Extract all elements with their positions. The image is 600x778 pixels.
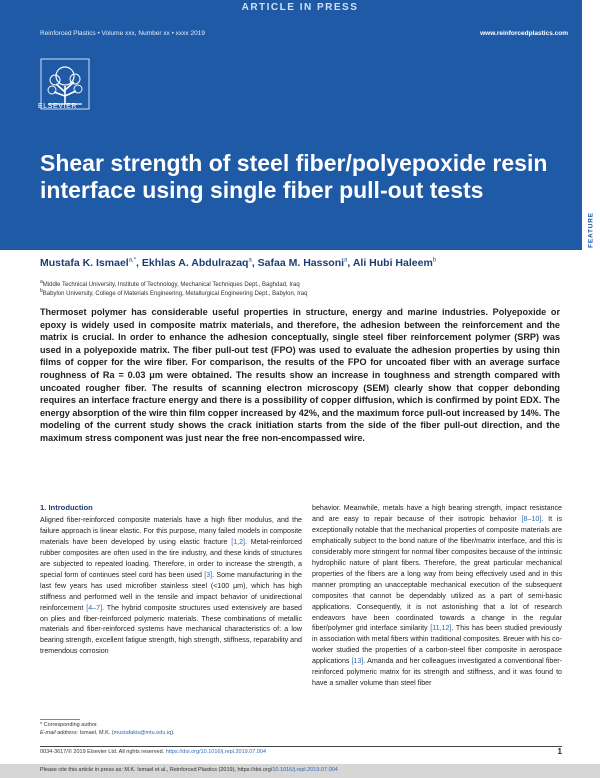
affiliation-mark: b	[40, 288, 43, 294]
reference-link[interactable]: [13]	[351, 657, 364, 666]
email-footnote: E-mail address: Ismael, M.K. (mustafakis@mtu.edu.iq).	[40, 730, 175, 736]
author-affil-mark: a	[248, 257, 252, 264]
corresponding-author-note: * Corresponding author.	[40, 722, 99, 728]
affiliation-text: Middle Technical University, Institute of Technology, Mechanical Techniques Dept., Baghdad, Iraq	[42, 282, 300, 288]
author-name[interactable]: Safaa M. Hassoni	[257, 257, 345, 269]
publisher-name: ELSEVIER	[38, 103, 78, 110]
citation-text: Please cite this article in press as: M.K. Ismael et al., Reinforced Plastics (2019), https://doi.org/10.1016/j.repl.2019.07.004	[40, 767, 338, 773]
author-affil-mark: a,*	[128, 257, 137, 264]
body-column-right	[312, 503, 562, 689]
abstract: Thermoset polymer has considerable useful properties in structure, energy and marine industries. Polyepoxide or epoxy is widely used in composite matrix materials, and therefore, the adhesion between the reinforcement and the matrix is crucial. In order to enhance the adhesion conceptually, single steel fiber reinforcement polymer (SRP) was used in a polyepoxide matrix. The fiber pull-out test (FPO) was used to evaluate the adhesion properties by using thin films of copper for the wire fiber. For comparison, the results of the FPO for uncoated fiber with an average surface roughness of Ra = 0.03 μm were obtained. The results show an increase in toughness and strength compared with uncoated rougher fiber. The results of scanning electron microscopy (SEM) clearly show that copper debonding requires an interface fracture energy and there is a possibility of copper diffusion, which is confirmed by point EDX. The energy absorption of the wire thin film copper increased by 42%, and the maximum force pull-out increased by 14%. The modeling of the current study shows the crack initiation starts from the side of the fiber pull-out direction, and the maximum stress component was just near the free non-encompassed wire.	[40, 307, 560, 443]
article-in-press-banner: ARTICLE IN PRESS	[241, 2, 359, 13]
author-affil-mark: a	[344, 257, 348, 264]
footnote-divider	[40, 719, 80, 720]
section-label	[583, 210, 599, 250]
journal-volume-line: Reinforced Plastics • Volume xxx, Number xx • xxxx 2019	[40, 30, 205, 37]
author-name[interactable]: Ali Hubi Haleem	[352, 257, 433, 269]
doi-link[interactable]: https://doi.org/10.1016/j.repl.2019.07.004	[165, 749, 267, 755]
body-column-left	[40, 503, 302, 657]
article-title: Shear strength of steel fiber/polyepoxide resin interface using single fiber pull-out tests	[40, 150, 548, 203]
journal-url-link[interactable]: www.reinforcedplastics.com	[480, 30, 568, 37]
reference-link[interactable]: [3]	[204, 570, 213, 579]
affiliation-mark: a	[40, 279, 43, 285]
page-number: 1	[557, 747, 562, 756]
affiliation-text: Babylon University, College of Materials Engineering, Metallurgical Engineering Dept., Babylon, Iraq	[42, 291, 308, 297]
reference-link[interactable]: [4–7]	[86, 603, 103, 612]
section-label-text: FEATURE	[587, 212, 595, 248]
reference-link[interactable]: [1,2]	[231, 537, 246, 546]
reference-link[interactable]: [8–10]	[521, 514, 542, 523]
author-list: Mustafa K. Ismael$^{a,*}$, Ekhlas A. Abdulrazaq$^a$, Safaa M. Hassoni$^a$, Ali Hubi Haleem$^b$	[40, 257, 437, 269]
footer-divider	[40, 746, 562, 747]
journal-header	[0, 0, 600, 250]
copyright-line: 0034-3617/© 2019 Elsevier Ltd. All rights reserved. https://doi.org/10.1016/j.repl.2019.07.004	[40, 749, 267, 755]
citation-doi-link[interactable]: 10.1016/j.repl.2019.07.004	[272, 767, 338, 773]
affiliation	[40, 288, 307, 297]
affiliation	[40, 279, 300, 288]
reference-link[interactable]: [11,12]	[430, 624, 452, 633]
intro-paragraph-continued: behavior. Meanwhile, metals have a high bearing strength, impact resistance and are easy to repair because of their isotropic behavior [8–10]. It is exceptionally notable that the mechanical properties of composite materials are emphatically subject to the bond nature of the fiber/matrix interface, and this is considerably more stringent for normal fiber composites because of the intrinsic hydrophilic nature of plant fibers. Therefore, the great particular mechanical properties of the fibers are a long way from being effectively used and in this manner prompting an unacceptable mechanical execution of the subsequent composites that cannot be dependably utilized as a part of semi-basic applications. Consequently, it is not astonishing that a lot of research endeavors have been coordinated towards a change in the regular fiber/polymer grid interface similarity [11,12]. This has been studied previously in association with metal fibers within traditional composites. Breuer with his co-worker studied the properties of a carbon-steel fiber composite in aerospace applications [13]. Amanda and her colleagues investigated a conventional fiber-reinforced polymeric matrix for its strength and stiffness, and it was found to have a smaller volume than steel fiber	[312, 504, 562, 688]
email-link[interactable]: mustafakis@mtu.edu.iq	[113, 730, 172, 736]
author-name[interactable]: Mustafa K. Ismael	[40, 257, 129, 269]
intro-paragraph: Aligned fiber-reinforced composite materials have a high fiber modulus, and the failure approach is linear elastic. For this purpose, many failed models in composite materials have been developed by using elastic fracture [1,2]. Metal-reinforced rubber composites are often used in the tire industry, and these kinds of structures are subjected to repeated loading. Therefore, in order to increase the strength, a special form of continues steel cord has been used [3]. Some manufacturing in the last few years has used microfiber stainless steel (<100 μm), which has high stiffness and performed well in the tensile and impact behavior of unidirectional reinforcement [4–7]. The hybrid composite structures used extensively are based on plies and fiber-reinforced polymeric materials. These combinations of metallic materials and fiber-reinforced systems have mechanical characteristics of: a low bearing strength, excellent fatigue strength, high strength, stiffness, reparability and tremendous corrosion	[40, 515, 303, 656]
author-affil-mark: b	[432, 257, 437, 264]
author-name[interactable]: Ekhlas A. Abdulrazaq	[141, 257, 249, 269]
section-heading: 1. Introduction	[40, 503, 93, 512]
